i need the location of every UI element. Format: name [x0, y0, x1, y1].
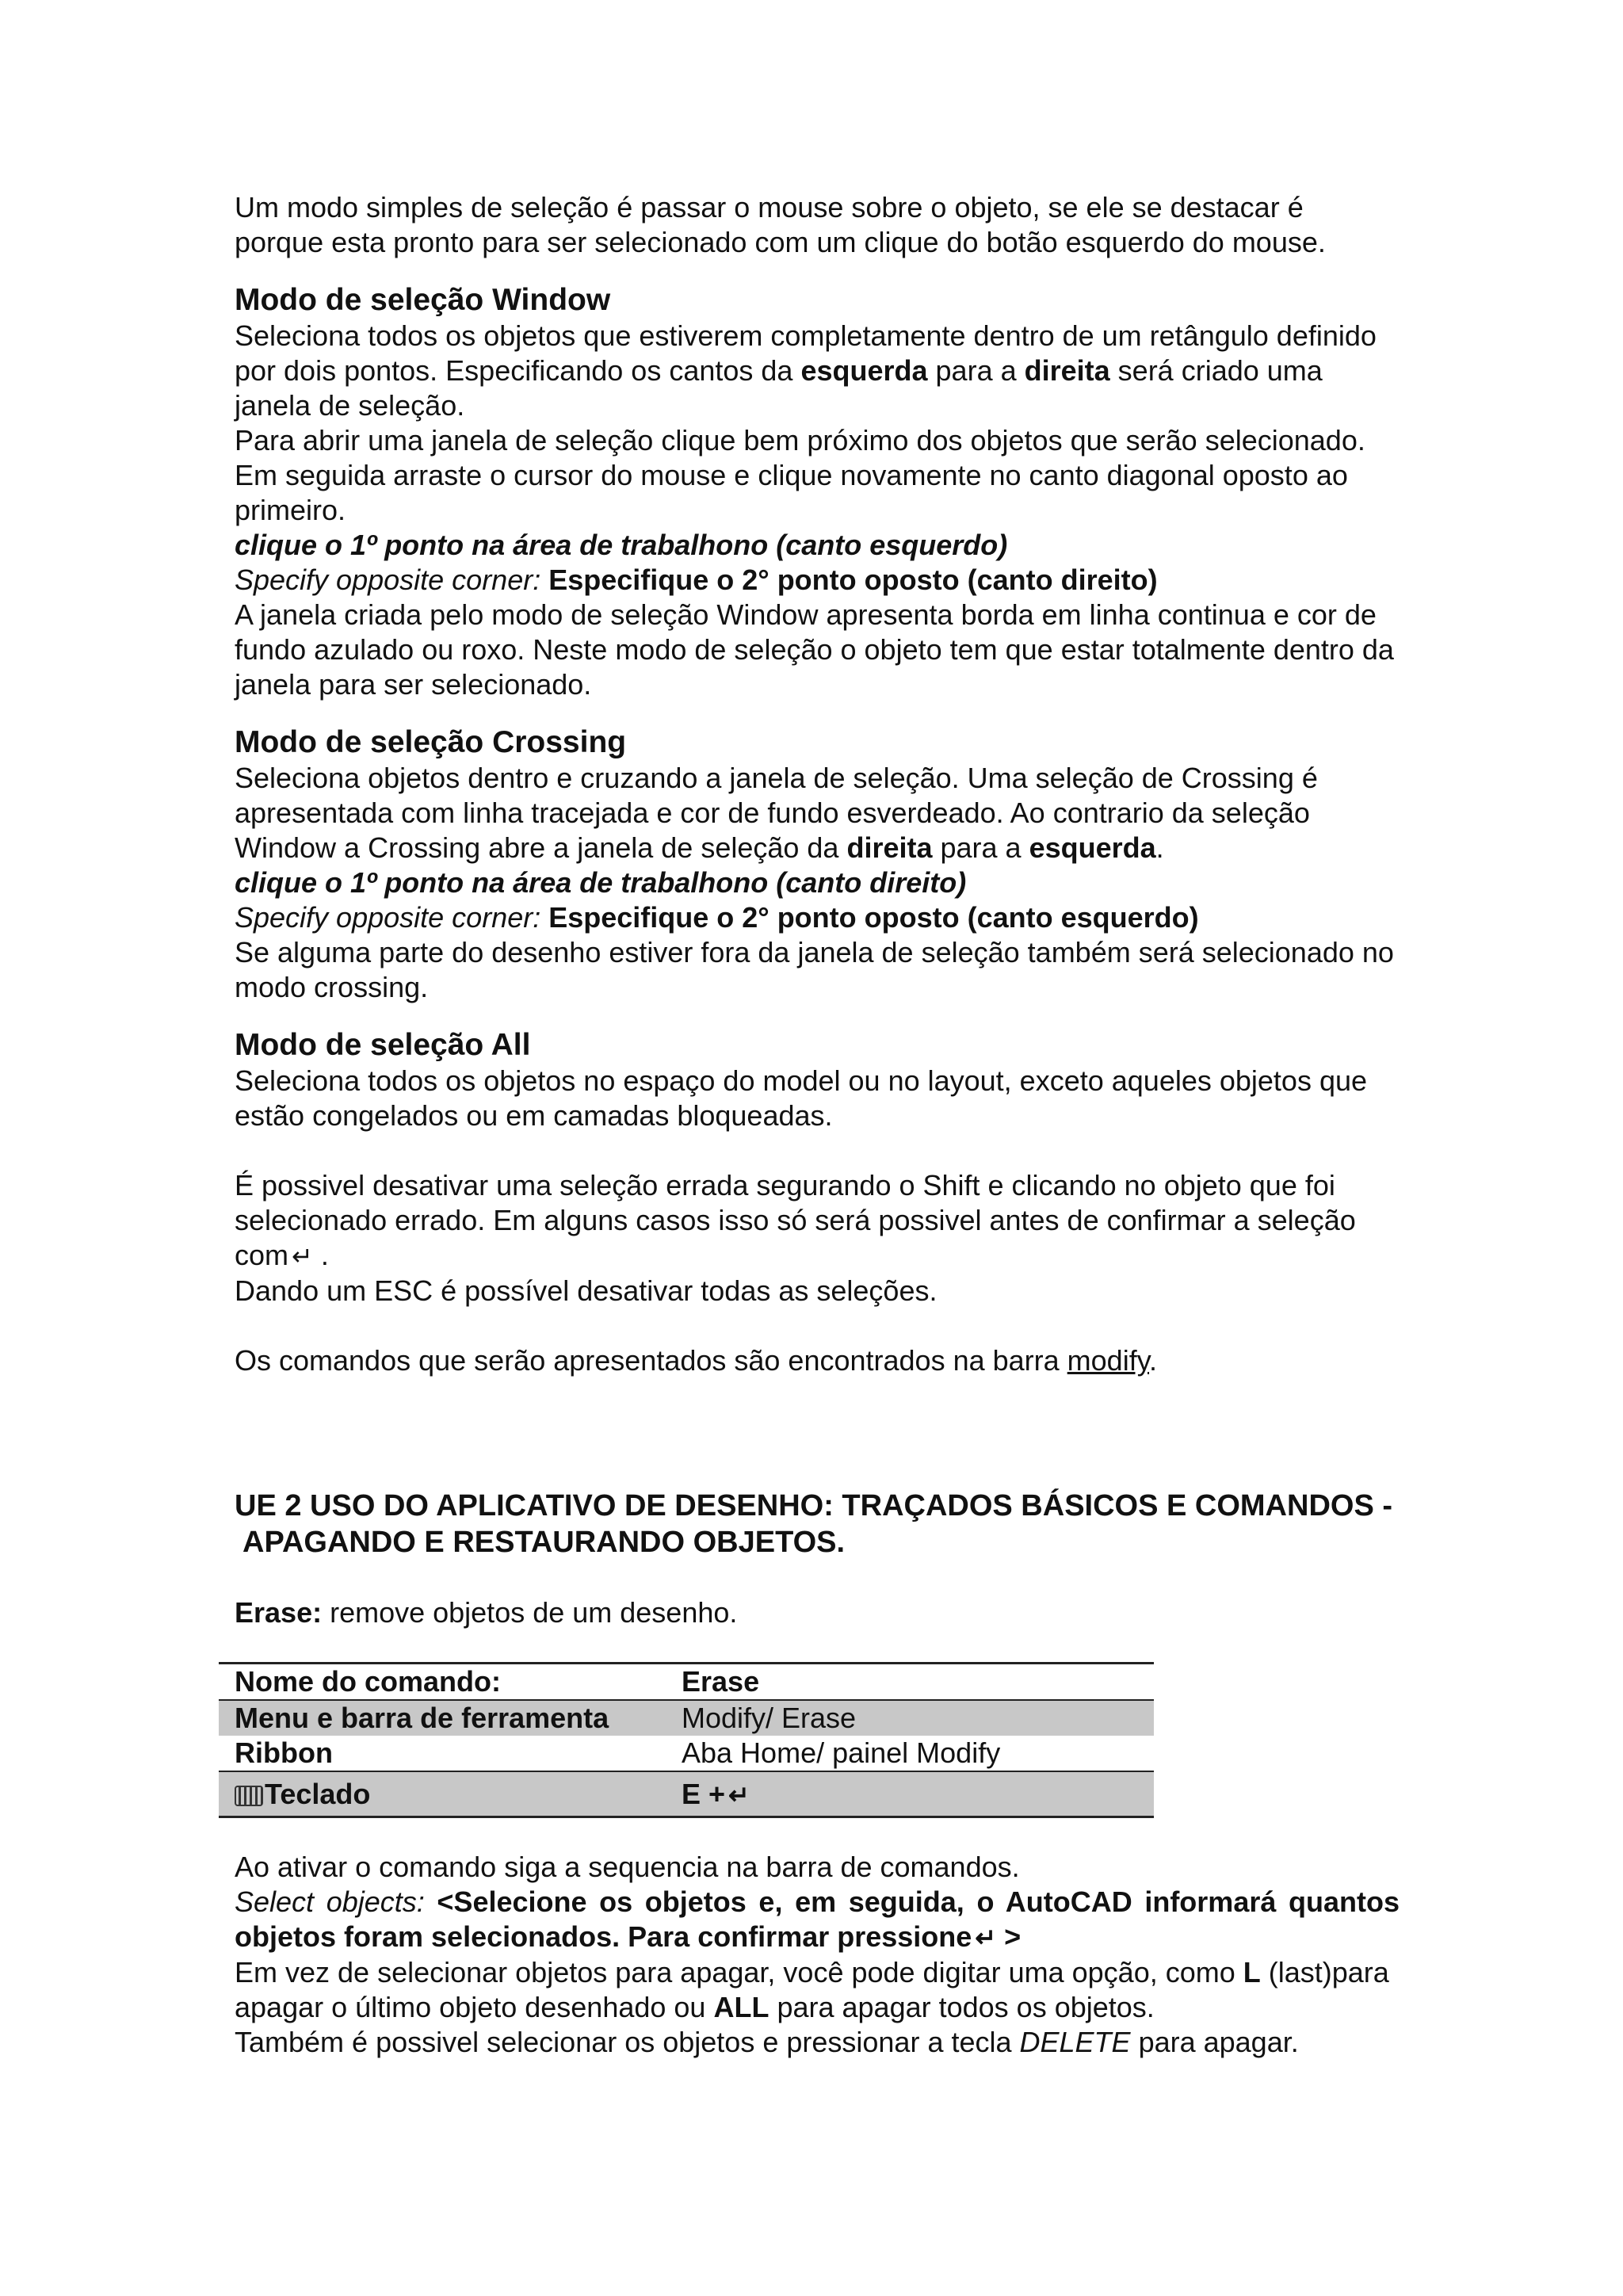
table-row: [219, 1736, 1154, 1771]
window-step-1: clique o 1º ponto na área de trabalhono (canto esquerdo): [235, 529, 1008, 561]
intro-paragraph: Um modo simples de seleção é passar o mouse sobre o objeto, se ele se destacar é porque esta pronto para ser selecionado com um clique do botão esquerdo do mouse.: [235, 191, 1326, 258]
window-paragraph-1: Seleciona todos os objetos que estiverem completamente dentro de um retângulo definido por dois pontos. Especificando os cantos da esquerda para a direita será criado uma janela de seleção.: [235, 319, 1377, 422]
window-paragraph-2: Para abrir uma janela de seleção clique bem próximo dos objetos que serão selecionado. Em seguida arraste o cursor do mouse e clique novamente no canto diagonal oposto ao primeiro.: [235, 424, 1365, 526]
enter-key-icon: ↵: [292, 1242, 313, 1270]
table-cell-label: Ribbon: [235, 1736, 333, 1769]
table-cell-value: Aba Home/ painel Modify: [682, 1736, 1001, 1769]
table-cell-label: Teclado: [219, 1771, 666, 1817]
window-step-2: Specify opposite corner: Especifique o 2° ponto oposto (canto direito): [235, 563, 1158, 596]
ue2-heading: UE 2 USO DO APLICATIVO DE DESENHO: TRAÇADOS BÁSICOS E COMANDOS - APAGANDO E RESTAURANDO OBJETOS.: [235, 1489, 1392, 1559]
table-cell-value: Erase: [666, 1664, 1154, 1701]
window-heading: Modo de seleção Window: [235, 283, 611, 317]
modify-link[interactable]: modify: [1067, 1344, 1150, 1377]
select-objects-prompt: Select objects: <Selecione os objetos e, em seguida, o AutoCAD informará quantos objetos foram selecionados. Para confirmar pressione ↵ >: [235, 1885, 1400, 1955]
table-cell-label: Menu e barra de ferramenta: [219, 1700, 666, 1736]
keyboard-icon: [235, 1786, 263, 1806]
all-paragraph: Seleciona todos os objetos no espaço do model ou no layout, exceto aqueles objetos que estão congelados ou em camadas bloqueadas.: [235, 1064, 1368, 1132]
all-heading: Modo de seleção All: [235, 1028, 531, 1062]
table-cell-value: Modify/ Erase: [666, 1700, 1154, 1736]
modify-note: Os comandos que serão apresentados são encontrados na barra modify.: [235, 1344, 1158, 1377]
esc-paragraph: Dando um ESC é possível desativar todas as seleções.: [235, 1274, 938, 1307]
document-page: [235, 190, 1400, 2060]
crossing-paragraph-1: Seleciona objetos dentro e cruzando a janela de seleção. Uma seleção de Crossing é apresentada com linha tracejada e cor de fundo esverdeado. Ao contrario da seleção Window a Crossing abre a janela de seleção da direita para a esquerda.: [235, 762, 1318, 864]
crossing-step-1: clique o 1º ponto na área de trabalhono (canto direito): [235, 866, 967, 899]
deselect-paragraph: É possivel desativar uma seleção errada segurando o Shift e clicando no objeto que foi selecionado errado. Em alguns casos isso só será possivel antes de confirmar a seleção com ↵ .: [235, 1168, 1400, 1274]
table-row: [219, 1664, 1154, 1701]
table-row: [219, 1700, 1154, 1736]
window-paragraph-3: A janela criada pelo modo de seleção Window apresenta borda em linha continua e cor de fundo azulado ou roxo. Neste modo de seleção o objeto tem que estar totalmente dentro da janela para ser selecionado.: [235, 598, 1394, 701]
table-cell-label: Nome do comando:: [219, 1664, 666, 1701]
table-cell-value: E + ↵: [666, 1771, 1154, 1817]
enter-key-icon: ↵: [728, 1781, 750, 1809]
table-row: [219, 1771, 1154, 1817]
erase-definition: Erase: remove objetos de um desenho.: [235, 1596, 738, 1629]
after-paragraph-2: Em vez de selecionar objetos para apagar, você pode digitar uma opção, como L (last)para apagar o último objeto desenhado ou ALL para apagar todos os objetos.: [235, 1956, 1389, 2023]
crossing-paragraph-2: Se alguma parte do desenho estiver fora da janela de seleção também será selecionado no modo crossing.: [235, 936, 1394, 1003]
crossing-step-2: Specify opposite corner: Especifique o 2° ponto oposto (canto esquerdo): [235, 901, 1199, 934]
after-paragraph-1: Ao ativar o comando siga a sequencia na barra de comandos.: [235, 1851, 1020, 1883]
after-paragraph-3: Também é possivel selecionar os objetos e pressionar a tecla DELETE para apagar.: [235, 2026, 1299, 2058]
command-table: [219, 1662, 1154, 1818]
crossing-heading: Modo de seleção Crossing: [235, 725, 627, 759]
enter-key-icon: ↵: [975, 1924, 997, 1952]
